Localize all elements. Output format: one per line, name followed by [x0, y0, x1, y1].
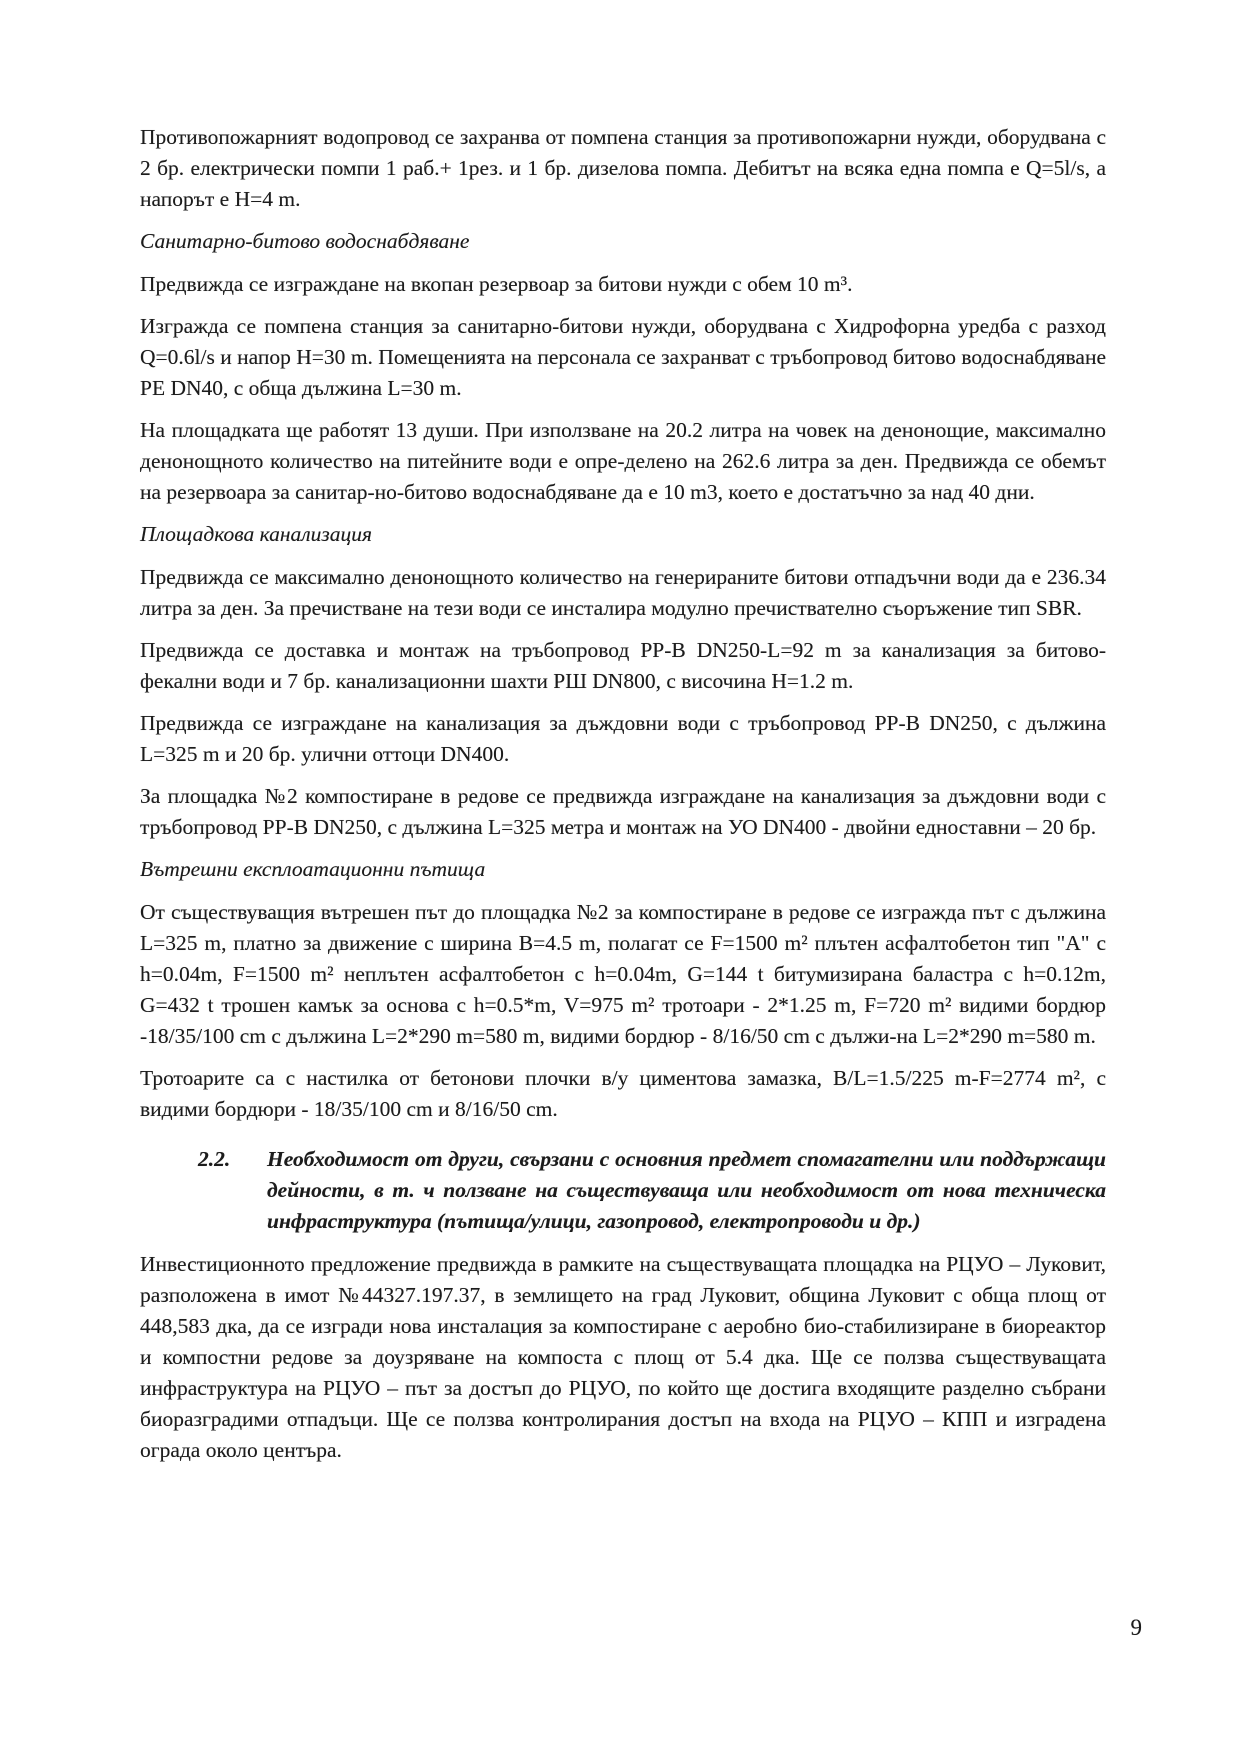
section-heading-text: Необходимост от други, свързани с основния предмет спомагателни или поддържащи дейности, в т. ч ползване на съществуваща или необходимост от нова техническа инфраструктура (пътища/улици, газопровод, електропроводи и др.)	[267, 1147, 1106, 1233]
paragraph-rainwater-sewerage: Предвижда се изграждане на канализация за дъждовни води с тръбопровод PP-B DN250, с дължина L=325 m и 20 бр. улични оттоци DN400.	[140, 711, 1106, 766]
document-content	[140, 122, 1106, 1477]
subheading-internal-roads: Вътрешни експлоатационни пътища	[140, 857, 486, 881]
paragraph-investment-proposal: Инвестиционното предложение предвижда в рамките на съществуващата площадка на РЦУО – Луковит, разположена в имот №44327.197.37, в землището на град Луковит, община Луковит с обща площ от 448,583 дка, да се изгради нова инсталация за компостиране с аеробно био-стабилизиране в биореактор и компостни редове за доузряване на компоста с площ от 5.4 дка. Ще се ползва съществуващата инфраструктура на РЦУО – път за достъп до РЦУО, по който ще достига входящите разделно събрани биоразградими отпадъци. Ще се ползва контролирания достъп на входа на РЦУО – КПП и изградена ограда около центъра.	[140, 1252, 1106, 1462]
subheading-site-sewerage: Площадкова канализация	[140, 522, 373, 546]
paragraph-wastewater-sbr: Предвижда се максимално денонощното количество на генерираните битови отпадъчни води да е 236.34 литра за ден. За пречистване на тези води се инсталира модулно пречиствателно съоръжение тип SBR.	[140, 565, 1106, 620]
section-heading-2-2	[140, 1144, 1106, 1237]
paragraph-fire-water-supply: Противопожарният водопровод се захранва от помпена станция за противопожарни нужди, оборудвана с 2 бр. електрически помпи 1 раб.+ 1рез. и 1 бр. дизелова помпа. Дебитът на всяка една помпа е Q=5l/s, а напорът е H=4 m.	[140, 125, 1106, 211]
paragraph-buried-reservoir: Предвижда се изграждане на вкопан резервоар за битови нужди с обем 10 m³.	[140, 272, 853, 296]
paragraph-sidewalks: Тротоарите са с настилка от бетонови плочки в/у циментова замазка, B/L=1.5/225 m-F=2774 m², с видими бордюри - 18/35/100 cm и 8/16/50 cm.	[140, 1066, 1106, 1121]
paragraph-pump-station-sanitary: Изгражда се помпена станция за санитарно-битови нужди, оборудвана с Хидрофорна уредба с разход Q=0.6l/s и напор H=30 m. Помещенията на персонала се захранват с тръбопровод битово водоснабдяване PE DN40, с обща дължина L=30 m.	[140, 314, 1106, 400]
section-number: 2.2.	[198, 1147, 231, 1171]
paragraph-site2-rainwater: За площадка №2 компостиране в редове се предвижда изграждане на канализация за дъждовни води с тръбопровод PP-B DN250, с дължина L=325 метра и монтаж на УО DN400 - двойни едноставни – 20 бр.	[140, 784, 1106, 839]
paragraph-sewer-pipeline-dn250: Предвижда се доставка и монтаж на тръбопровод PP-B DN250-L=92 m за канализация за битово-фекални води и 7 бр. канализационни шахти РШ DN800, с височина H=1.2 m.	[140, 638, 1106, 693]
paragraph-road-construction: От съществуващия вътрешен път до площадка №2 за компостиране в редове се изгражда път с дължина L=325 m, платно за движение с ширина B=4.5 m, полагат се F=1500 m² плътен асфалтобетон тип "А" с h=0.04m, F=1500 m² неплътен асфалтобетон с h=0.04m, G=144 t битумизирана баластра с h=0.12m, G=432 t трошен камък за основа с h=0.5*m, V=975 m² тротоари - 2*1.25 m, F=720 m² видими бордюр -18/35/100 cm с дължина L=2*290 m=580 m, видими бордюр - 8/16/50 cm с дължи-на L=2*290 m=580 m.	[140, 900, 1106, 1048]
paragraph-daily-water-consumption: На площадката ще работят 13 души. При използване на 20.2 литра на човек на денонощие, максимално денонощното количество на питейните води е опре-делено на 262.6 литра за ден. Предвижда се обемът на резервоара за санитар-но-битово водоснабдяване да е 10 m3, което е достатъчно за над 40 дни.	[140, 418, 1106, 504]
subheading-sanitary-water-supply: Санитарно-битово водоснабдяване	[140, 229, 470, 253]
page-number: 9	[1130, 1615, 1142, 1640]
